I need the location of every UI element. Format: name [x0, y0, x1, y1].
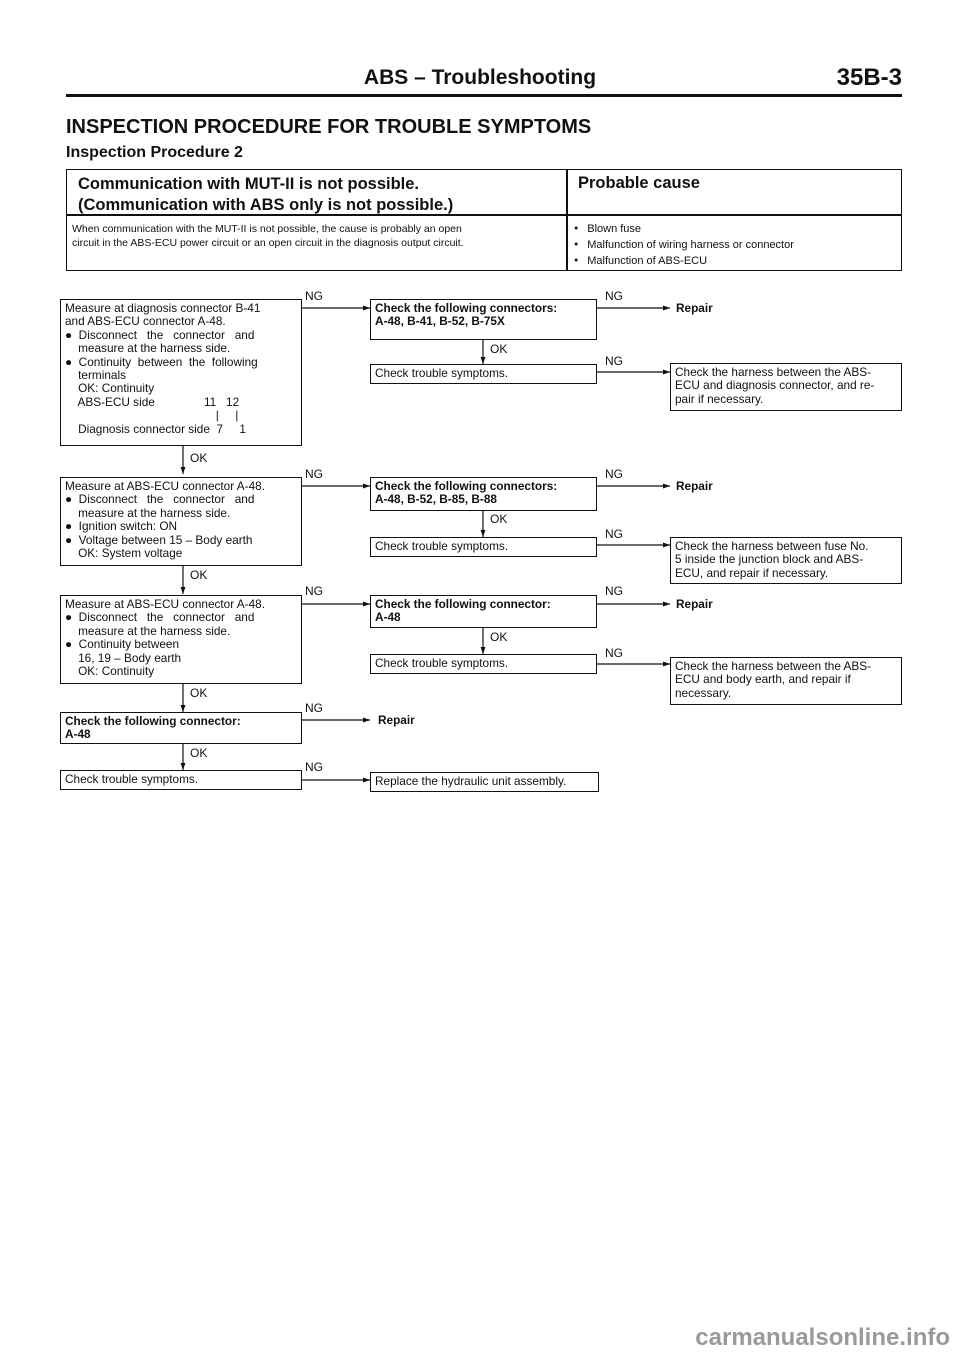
step1-measure-box: Measure at diagnosis connector B-41 and ABS-ECU connector A-48. ● Disconnect the connector and measure at the harness side. ● Continuity between the following terminals OK: Continuity ABS-ECU side 11 12 | | Diagnosis connector side 7 1: [60, 299, 302, 446]
step2-harness-box: Check the harness between fuse No. 5 inside the junction block and ABS- ECU, and repair if necessary.: [670, 537, 902, 584]
step5-trouble-symptoms-box: Check trouble symptoms.: [60, 770, 302, 790]
step1-check-connectors-box: Check the following connectors: A-48, B-41, B-52, B-75X: [370, 299, 597, 340]
symptom-description: When communication with the MUT-II is not possible, the cause is probably an open circuit in the ABS-ECU power circuit or an open circuit in the diagnosis output circuit.: [72, 223, 464, 249]
ng-label: NG: [305, 760, 323, 774]
ng-label: NG: [305, 701, 323, 715]
ng-label: NG: [605, 646, 623, 660]
step2-check-connectors-box: Check the following connectors: A-48, B-52, B-85, B-88: [370, 477, 597, 511]
ng-label: NG: [305, 289, 323, 303]
procedure-subtitle: Inspection Procedure 2: [66, 144, 243, 161]
step2-trouble-symptoms-box: Check trouble symptoms.: [370, 537, 597, 557]
ok-label: OK: [190, 568, 208, 582]
ng-label: NG: [605, 584, 623, 598]
ok-label: OK: [490, 342, 508, 356]
step3-repair-label: Repair: [676, 597, 713, 611]
section-title: INSPECTION PROCEDURE FOR TROUBLE SYMPTOMS: [66, 116, 592, 138]
step4-repair-label: Repair: [378, 713, 415, 727]
ng-label: NG: [605, 289, 623, 303]
ng-label: NG: [305, 584, 323, 598]
ok-label: OK: [190, 746, 208, 760]
watermark: carmanualsonline.info: [695, 1324, 950, 1351]
step4-check-connector-box: Check the following connector: A-48: [60, 712, 302, 744]
cause-item: ● Malfunction of ABS-ECU: [574, 254, 794, 270]
ok-label: OK: [190, 451, 208, 465]
ok-label: OK: [490, 512, 508, 526]
step3-check-connector-box: Check the following connector: A-48: [370, 595, 597, 628]
ng-label: NG: [605, 354, 623, 368]
step2-measure-box: Measure at ABS-ECU connector A-48. ● Disconnect the connector and measure at the harness side. ● Ignition switch: ON ● Voltage between 15 – Body earth OK: System voltage: [60, 477, 302, 566]
step3-harness-box: Check the harness between the ABS- ECU and body earth, and repair if necessary.: [670, 657, 902, 705]
symptom-title: Communication with MUT-II is not possible. (Communication with ABS only is not possible.): [78, 175, 454, 214]
cause-item: ● Blown fuse: [574, 222, 794, 238]
ng-label: NG: [605, 527, 623, 541]
step2-repair-label: Repair: [676, 479, 713, 493]
step3-measure-box: Measure at ABS-ECU connector A-48. ● Disconnect the connector and measure at the harness side. ● Continuity between 16, 19 – Body earth OK: Continuity: [60, 595, 302, 684]
step1-harness-box: Check the harness between the ABS- ECU and diagnosis connector, and re- pair if necessary.: [670, 363, 902, 411]
ng-label: NG: [305, 467, 323, 481]
page-header-title: ABS – Troubleshooting: [363, 66, 597, 89]
step1-repair-label: Repair: [676, 301, 713, 315]
cause-item: ● Malfunction of wiring harness or connector: [574, 238, 794, 254]
ng-label: NG: [605, 467, 623, 481]
ok-label: OK: [490, 630, 508, 644]
probable-cause-title: Probable cause: [578, 174, 700, 192]
step1-trouble-symptoms-box: Check trouble symptoms.: [370, 364, 597, 384]
step5-replace-box: Replace the hydraulic unit assembly.: [370, 772, 599, 792]
ok-label: OK: [190, 686, 208, 700]
step3-trouble-symptoms-box: Check trouble symptoms.: [370, 654, 597, 674]
page-number: 35B-3: [836, 64, 902, 91]
